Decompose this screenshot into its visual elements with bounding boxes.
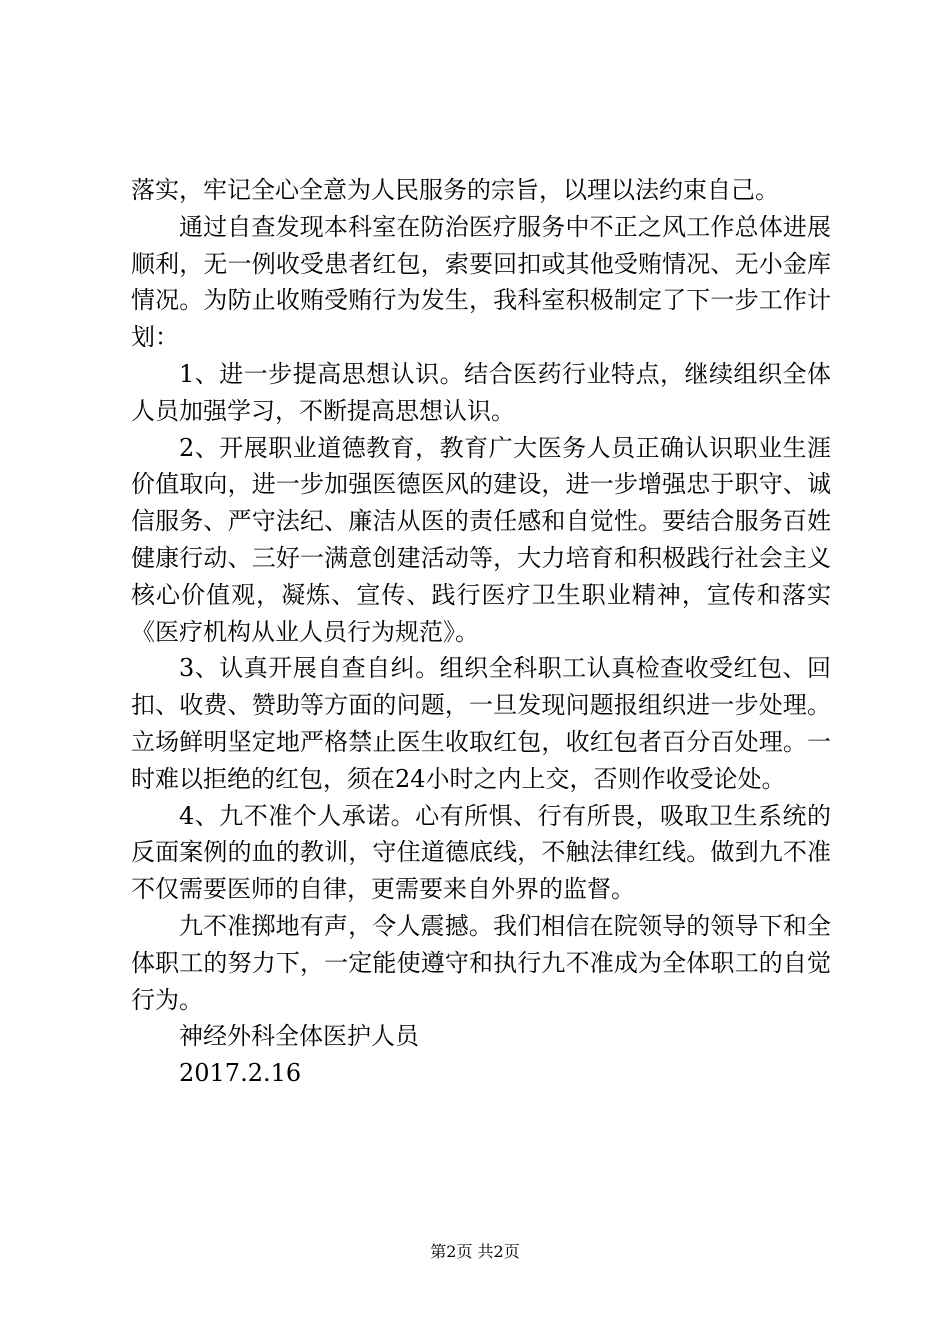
document-body: [131, 172, 831, 1092]
paragraph-6: 4、九不准个人承诺。心有所惧、行有所畏，吸取卫生系统的反面案例的血的教训，守住道德底线，不触法律红线。做到九不准不仅需要医师的自律，更需要来自外界的监督。: [131, 801, 831, 904]
page-number: 第2页 共2页: [430, 1242, 520, 1261]
paragraph-1: 落实，牢记全心全意为人民服务的宗旨，以理以法约束自己。: [131, 176, 779, 204]
signature-department: 神经外科全体医护人员: [179, 1022, 419, 1051]
page-footer: [0, 1242, 950, 1262]
paragraph-3: 1、进一步提高思想认识。结合医药行业特点，继续组织全体人员加强学习，不断提高思想认识。: [131, 359, 831, 425]
paragraph-4: 2、开展职业道德教育，教育广大医务人员正确认识职业生涯价值取向，进一步加强医德医风的建设，进一步增强忠于职守、诚信服务、严守法纪、廉洁从医的责任感和自觉性。要结合服务百姓健康行动、三好一满意创建活动等，大力培育和积极践行社会主义核心价值观，凝炼、宣传、践行医疗卫生职业精神，宣传和落实《医疗机构从业人员行为规范》。: [131, 433, 831, 646]
paragraph-5: 3、认真开展自查自纠。组织全科职工认真检查收受红包、回扣、收费、赞助等方面的问题，一旦发现问题报组织进一步处理。立场鲜明坚定地严格禁止医生收取红包，收红包者百分百处理。一时难以拒绝的红包，须在24小时之内上交，否则作收受论处。: [131, 654, 831, 793]
signature-date: 2017.2.16: [179, 1059, 302, 1088]
paragraph-7: 九不准掷地有声，令人震撼。我们相信在院领导的领导下和全体职工的努力下，一定能使遵守和执行九不准成为全体职工的自觉行为。: [131, 911, 831, 1014]
paragraph-2: 通过自查发现本科室在防治医疗服务中不正之风工作总体进展顺利，无一例收受患者红包，索要回扣或其他受贿情况、无小金库情况。为防止收贿受贿行为发生，我科室积极制定了下一步工作计划：: [131, 212, 831, 352]
